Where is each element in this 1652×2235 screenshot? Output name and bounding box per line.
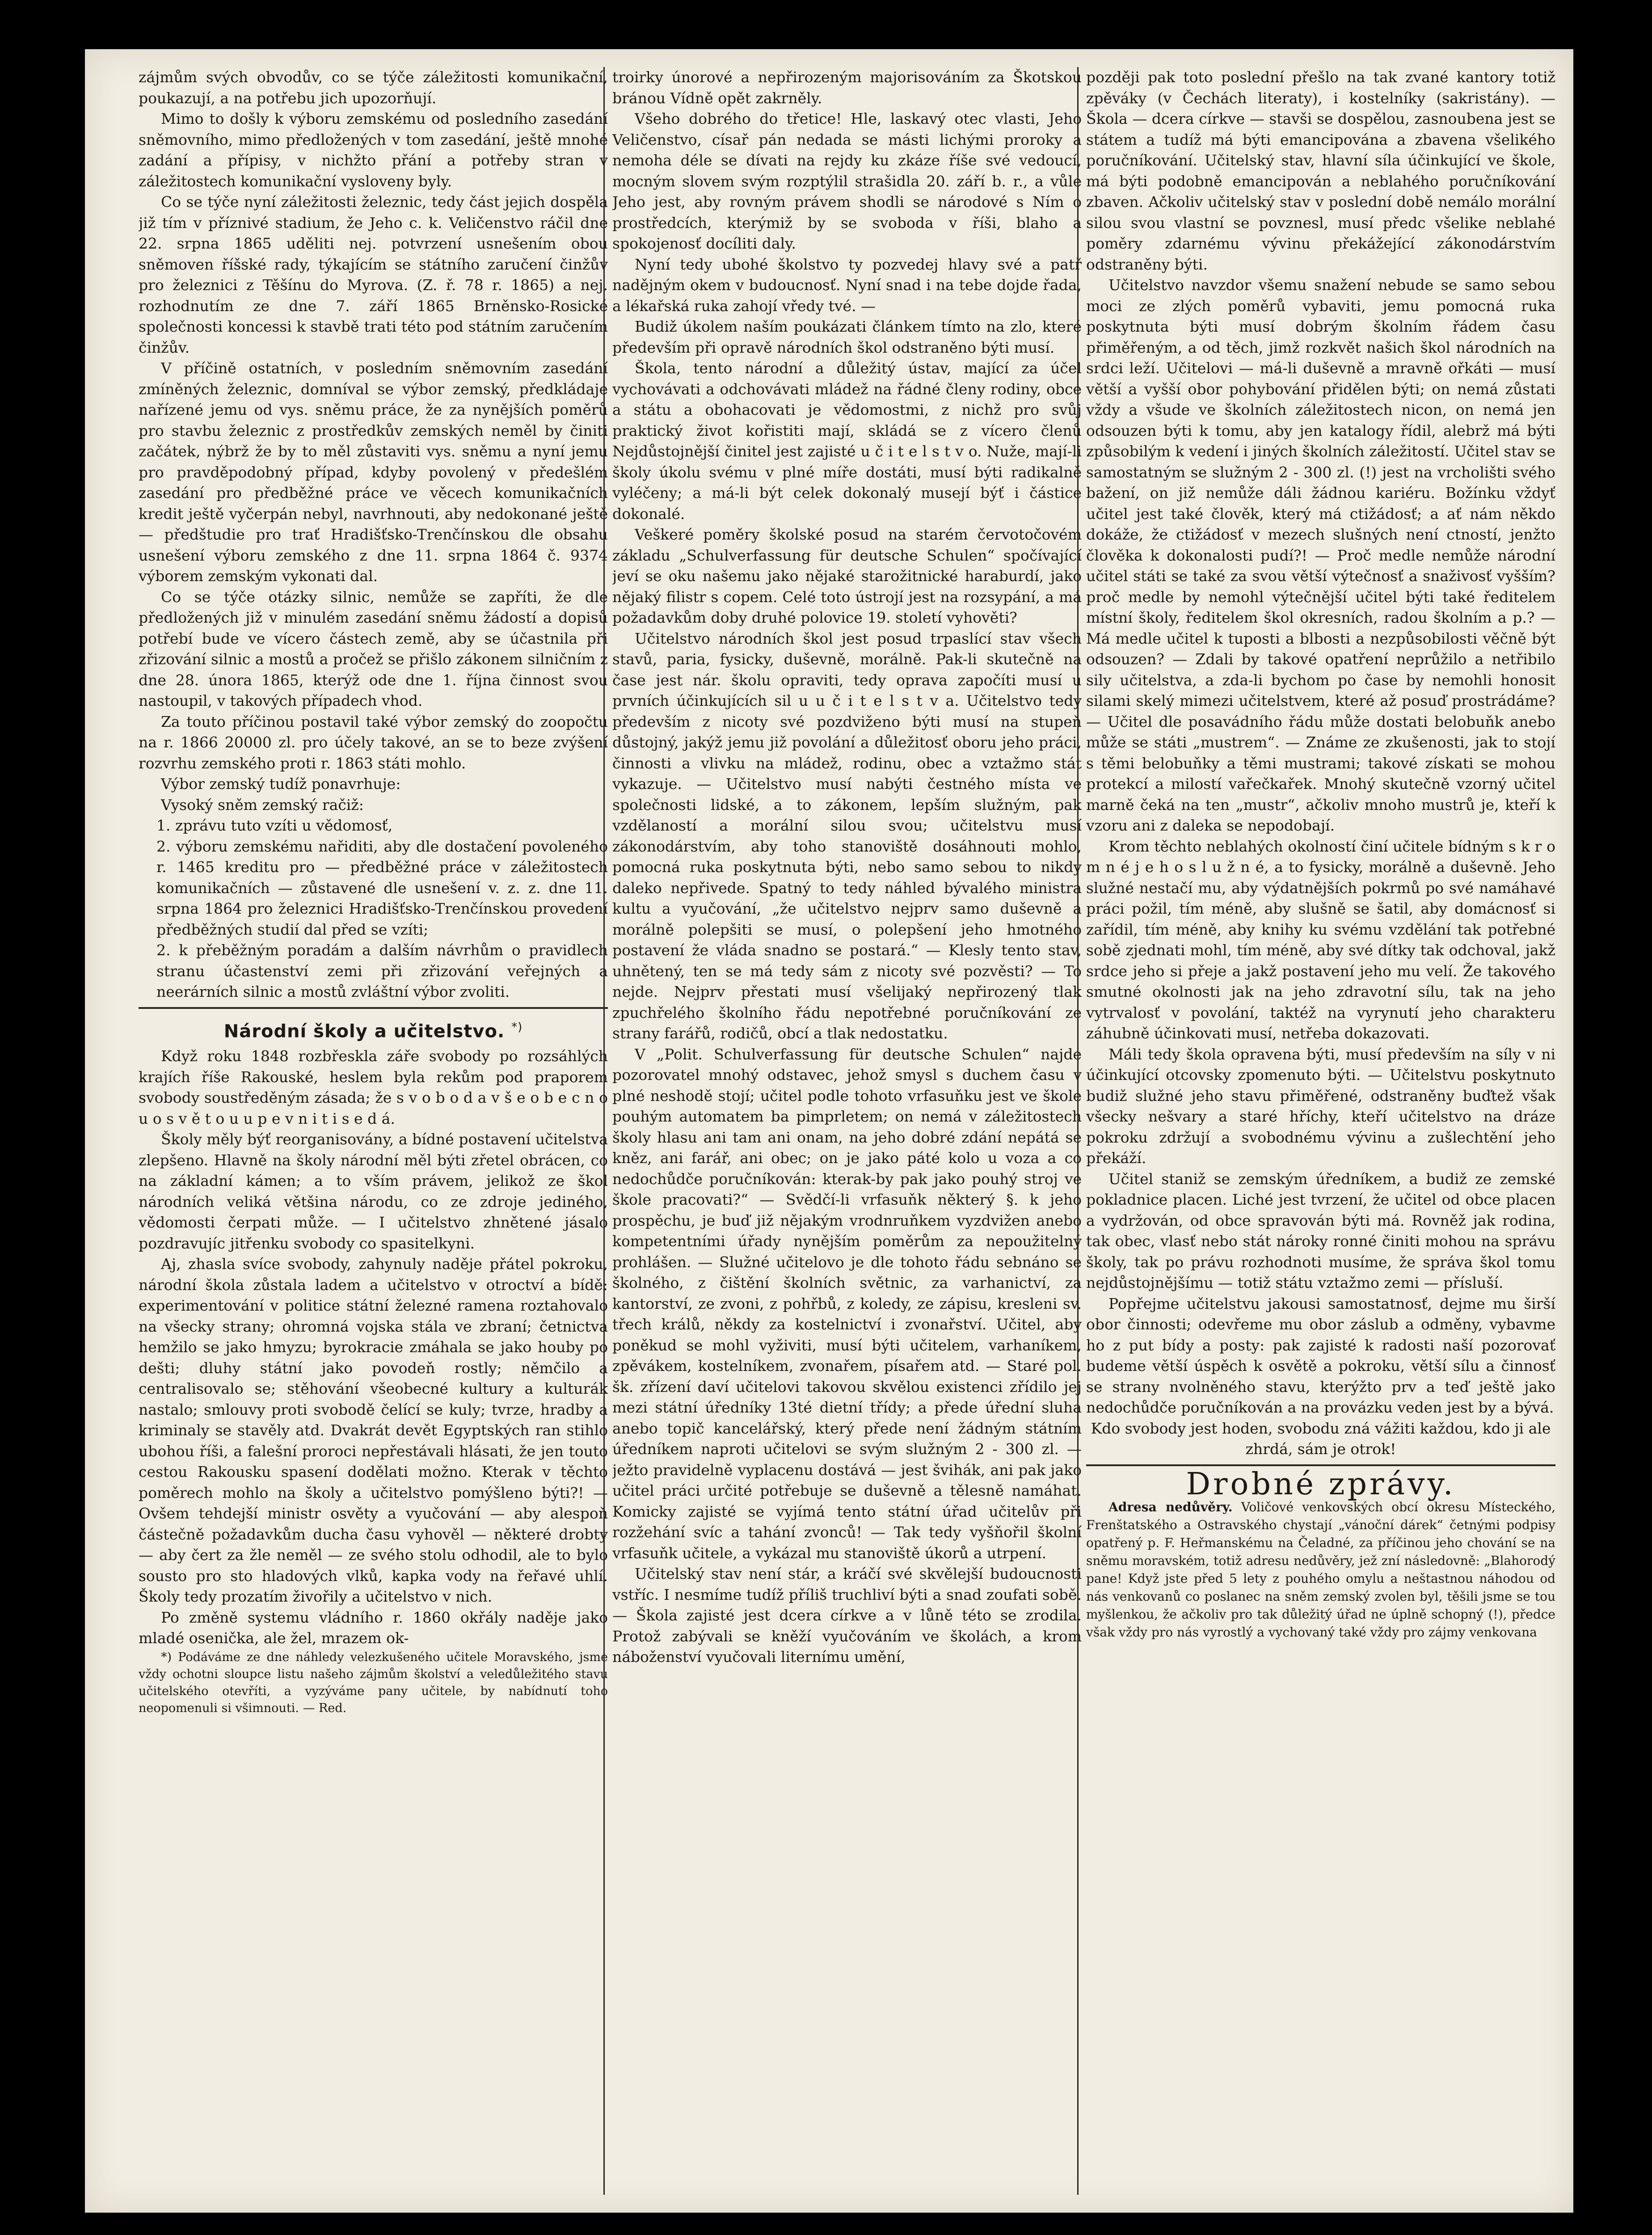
paragraph: Po změně systemu vládního r. 1860 okřály naděje jako mladé osenička, ale žel, mrazem ok-: [139, 1608, 608, 1647]
paragraph: Škola, tento národní a důležitý ústav, mající za účel vychovávati a odchovávati mládež na řádné členy rodiny, obce a státu a obohacovati je vědomostmi, z nichž pro svůj praktický život kořistiti mají, skládá se z vícero členů Nejdůstojnější činitel jest zajisté u č i t e l s t v o. Nuže, mají-li školy úkolu svému v plné míře dostáti, musí býti radikalně vyléčeny; a má-li být celek dokonalý musejí býť i částice dokonalé.: [612, 359, 1082, 523]
news-item: [1086, 1498, 1555, 1641]
paragraph: Výbor zemský tudíž ponavrhuje:: [161, 775, 401, 793]
paragraph: V příčině ostatních, v posledním sněmovním zasedání zmíněných železnic, domníval se výbor zemský, předkládaje nařízené jemu od vys. sněmu práce, že za nynějších poměrů pro stavbu železnic z prostředkův zemských neměl by činiti začátek, nýbrž že by to měl zůstaviti vys. sněmu a nyní jemu pro pravděpodobný případ, kdyby povolený v předešlém zasedání pro předběžné práce ve věcech komunikačních kredit ještě vyčerpán nebyl, navrhnouti, aby nedokonané ještě — předštudie pro trať Hradišťsko-Trenčínskou dle obsahu usnešení výboru zemského z dne 11. srpna 1864 č. 9374 výborem zemským vykonati dal.: [139, 359, 608, 585]
paragraph: Školy měly býť reorganisovány, a bídné postavení učitelstva zlepšeno. Hlavně na školy národní měl býti zřetel obrácen, co na základní kámen; a to vším právem, jelikož ze škol národních veliká většina národu, co ze zdroje jediného, vědomosti čerpati může. — I učitelstvo zhnětené jásalo pozdravujíc jitřenku svobody co spasitelkyni.: [139, 1130, 608, 1252]
paragraph: Učitelstvo navzdor všemu snažení nebude se samo sebou moci ze zlých poměrů vybaviti, jemu pomocná ruka poskytnuta býti musí dobrým školním řádem času přiměřeným, a od těch, jimž rozkvět našich škol národních na srdci leží. Učitelovi — má-li duševně a mravně ořkáti — musí větší a vyšší obor pohybování přidělen býti; on nemá zůstati vždy a všude ve školních záležitostech nicon, on nemá jen odsouzen býti k tomu, aby jen katalogy řídil, alebrž má býti způsobilým k vedení i jiných školních záležitostí. Učitel stav se samostatným se služným 2 - 300 zl. (!) jest na vrcholišti svého bažení, on již nemůže dáli žádnou kariéru. Božínku vždyť učitel jest také člověk, který má ctižádosť; a ať nám někdo dokáže, že ctižádosť v mezech slušných není ctností, jenžto člověka k dokonalosti pudí?! — Proč medle nemůže národní učitel státi se také za svou větší výtečnosť a snaživosť vyšším? proč medle by nemohl výtečnější učitel býti také ředitelem místní školy, ředitelem škol okresních, radou školním a p.? — Má medle učitel k tuposti a blbosti a nezpůsobilosti věčně být odsouzen? — Zdali by takové opatření neprůžilo a netřibilo sily učitelstva, a zda-li bychom po čase by nemohli honosit silami skelý mimezi učitelstvem, které až posuď prostrádáme? — Učitel dle posavádního řádu může dostati belobuňk anebo může se státi „mustrem“. — Známe ze zkušenosti, jak to stojí s těmi belobuňky a těmi mustrami; takové získati se mohou protekcí a milostí vařečkařek. Mnohý skutečně vzorný učitel marně čeká na ten „mustr“, ačkoliv mnoho mustrů je, kteří k vzoru ani z daleka se nepodobají.: [1086, 276, 1555, 834]
paragraph: Učitel staniž se zemským úředníkem, a budiž ze zemské pokladnice placen. Liché jest tvrzení, že učitel od obce placen a vydržován, od obce spravován býti má. Rovněž jak rodina, tak obec, vlasť nebo stát nároky ronné činiti mohou na správu školy, tak po právu rozhodnoti musíme, že správa škol tomu nejdůstojnějšímu — totiž státu vztažmo zemi — přísluší.: [1086, 1170, 1555, 1291]
section-heading: [139, 1017, 608, 1042]
paragraph: troirky únorové a nepřirozeným majorisováním za Škotskou bránou Vídně opět zakrněly.: [612, 68, 1082, 107]
news-section-heading: Drobné zprávy.: [1186, 1466, 1456, 1502]
section-rule: [1086, 1464, 1555, 1466]
paragraph: Vysoký sněm zemský račiž:: [161, 796, 364, 814]
paragraph: později pak toto poslední přešlo na tak zvané kantory totiž zpěváky (v Čechách literaty), i kostelníky (sakristány). — Škola — dcera církve — stavši se dospělou, zasnoubena jest se státem a tudíž má býti emancipována a zbavena všelikého poručníkování. Učitelský stav, hlavní síla účinkující ve škole, má býti podobně emancipován a neblahého poručníkování zbaven. Ačkoliv učitelský stav v poslední době nemálo morální silou svou vlastní se povznesl, musí předc všelike neblahé poměry zdarnému vývinu překážející zákonodárstvím odstraněny býti.: [1086, 68, 1555, 273]
footnote: *) Podáváme ze dne náhledy velezkušeného učitele Moravského, jsme vždy ochotni sloupce listu našeho zájmům školství a veledůležitého stavu učitelského otevříti, a vyzýváme pany učitele, by nabídnutí toho neopomenuli si všimnouti. — Red.: [139, 1650, 608, 1715]
column-left: [139, 67, 608, 2199]
paragraph: Učitelstvo národních škol jest posud trpaslící stav všech stavů, paria, fysicky, duševně, morálně. Pak-li skutečně na čase jest nár. školu opraviti, tedy oprava započíti musí u prvních účinkujících sil u u č i t e l s t v a. Učitelstvo tedy především z nicoty své pozdviženo býti musí na stupeň důstojný, jakýž jemu již povolání a důležitosť oboru jeho práci, činnosti a vlivku na mládež, rodinu, obec a vztažmo stát vykazuje. — Učitelstvo musí nabýti čestného místa ve společnosti lidské, a to zákonem, lepším služným, pak vzdělaností a morální silou svou; učitelstvu musí zákonodárstvím, aby toho stanoviště dosáhnouti mohlo, pomocná ruka poskytnuta býti, nebo samo sebou to nikdy daleko nepřivede. Spatný to tedy náhled bývalého ministra kultu a vyučování, „že učitelstvo nejprv samo duševně a morálně polepšiti se musí, o polepšení jeho hmotného postavení že vláda snadno se postará.“ — Klesly tento stav, uhnětený, ten se má tedy sám z nicoty své pozvěsti? — To nejde. Nejprv přestati musí všelijaký nepřirozený tlak zpuchřelého školního řádu nepotřebné poručníkování ze strany farářů, rodičů, obcí a tlak nedostatku.: [612, 629, 1082, 1042]
paragraph: Budiž úkolem naším poukázati článkem tímto na zlo, které především při opravě národních škol odstraněno býti musí.: [612, 318, 1082, 356]
paragraph: Mimo to došly k výboru zemskému od posledního zasedání sněmovního, mimo předložených v tom zasedání, ještě mnohé zadání a přípisy, v nichžto přání a potřeby stran v záležitostech komunikační vysloveny byly.: [139, 110, 608, 190]
paragraph: Když roku 1848 rozbřeskla záře svobody po rozsáhlých krajích říše Rakouské, heslem byla rekům pod praporem svobody soustředěným zásada; že s v o b o d a v š e o b e c n o u o s v ě t o u u p e v n i t i s e d á.: [139, 1047, 608, 1127]
paragraph: V „Polit. Schulverfassung für deutsche Schulen“ najde pozorovatel mnohý odstavec, jehož smysl s duchem času v plné neshodě stojí; učitel podle tohoto vrfasuňku jest ve škole pouhým automatem ba pimprletem; on nemá v záležitostech školy hlasu ani tam ani onam, na jeho dobré zdání nepátá se kněz, ani farář, ani obec; on je jako páté kolo u voza a co nedochůdče poručníkován: kterak-by pak jako pouhý stroj ve škole pracovati?“ — Svědčí-li vrfasuňk některý §. k jeho prospěchu, je buď již nějakým vrodnruňkem vyzdvižen anebo kompetentními úřady nynějším poměrům za nepoužitelný prohlášen. — Služné učitelovo je dle tohoto řádu sebnáno se školného, z čištění školních světnic, za varhanictví, za kantorství, ze zvoni, z pohřbů, z koledy, ze zápisu, kresleni sv. třech králů, někdy za kostelnictví i zvonařství. Učitel, aby poněkud se mohl vyživiti, musí býti učitelem, varhaníkem, zpěvákem, kostelníkem, zvonařem, písařem atd. — Staré pol. šk. zřízení daví učitelovi takovou skvělou existenci zřídilo jej mezi státní úředníky 13té dietní třídy; a přede úřední sluha anebo topič kancelářský, který přede není žádným státním úředníkem naproti učitelovi se svým služným 2 - 300 zl. — ježto pravidelně vyplacenu dostává — jest švihák, ani pak jako učitel práci určité potřebuje se duševně a tělesně namáhat. Komicky zajisté se vyjímá tento státní úřad učitelův při rozžehání svíc a tahání zvonců! — Tak tedy vyšňořil školní vrfasuňk učitele, a vykázal mu stanoviště úkorů a utrpení.: [612, 1045, 1082, 1562]
paragraph: Aj, zhasla svíce svobody, zahynuly naděje přátel pokroku, národní škola zůstala ladem a učitelstvo v otroctví a bídě: experimentování v politice státní železné ramena roztahovalo na všecky strany; ohromná vojska stála ve zbraní; četnictva hemžilo se jako hmyzu; byrokracie zmáhala se jako houby po dešti; dluhy státní jako povodeň rostly; němčilo a centralisovalo se; stěhování všeobecné kultury a kulturák nastalo; smlouvy proti svobodě čelící se kuly; tvrze, hradby a kriminaly se stavěly atd. Dvakrát devět Egyptských ran stihlo ubohou říši, a falešní proroci nepřestávali hlásati, že jen touto cestou Rakousku spasení dodělati možno. Kterak v těchto poměrech mohlo na školy a učitelstvo pomýšleno býti?! — Ovšem tehdejší ministr osvěty a vyučování — aby alespoň částečně požadavkům ducha času vyhověl — některé drobty — aby čert za žle neměl — ze svého stolu odhodil, ale to bylo sousto pro sto hladových vlků, kapka vody na řeřavé uhlí. Školy tedy prozatím živořily a učitelstvo v nich.: [139, 1255, 608, 1606]
paragraph: Krom těchto neblahých okolností činí učitele bídným s k r o m n é j e h o s l u ž n é, a to fysicky, morálně a duševně. Jeho služné nestačí mu, aby výdatnějších pokrmů po své namáhavé práci požil, tím méně, aby slušně se šatil, aby domácnosť si zařídil, tím méně, aby knihy ku svému vzdělání tak potřebné sobě zjednati mohl, tím méně, aby své dítky tak odchoval, jakž srdce jeho si přeje a jakž postavení jeho mu velí. Že takového smutné okolnosti jak na jeho zdravotní sílu, tak na jeho vytrvalosť v povolání, taktéž na vyrynutí jeho charakteru záhubně účinkovati musí, netřeba dokazovati.: [1086, 837, 1555, 1042]
column-right: [1086, 67, 1555, 2199]
paragraph: Za touto příčinou postavil také výbor zemský do zoopočtu na r. 1866 20000 zl. pro účely takové, an se to beze zvýšení rozvrhu zemského proti r. 1863 státi mohlo.: [139, 713, 608, 772]
list-item: 2. k přeběžným poradám a dalším návrhům o pravidlech stranu účastenství zemi při zřizování veřejných a neerárních silnic a mostů zvláštní výbor zvoliti.: [156, 941, 608, 1000]
paragraph: Co se týče otázky silnic, nemůže se zapříti, že dle předložených již v minulém zasedání sněmu žádostí a dopisů potřebí bude ve vícero částech země, aby se účastnila při zřizování silnic a mostů a pročež se přišlo zákonem silničním z dne 28. února 1865, kterýž ode dne 1. října činnost svou nastoupil, v takových případech vhod.: [139, 588, 608, 709]
footnote-mark: *): [511, 1020, 523, 1034]
news-item-title: Adresa nedůvěry.: [1108, 1500, 1233, 1514]
newspaper-page: [85, 49, 1573, 2213]
section-heading-text: Národní školy a učitelstvo.: [223, 1021, 505, 1042]
section-rule: [139, 1007, 608, 1009]
news-item-text: Voličové venkovských obcí okresu Místeckého, Frenštatského a Ostravského chystají „vánoční dárek“ četnými podpisy opatřený p. F. Heřmanskému na Čeladné, za příčinou jeho chování se na sněmu moravském, totiž adresu nedůvěry, jež zní následovně: „Blahorodý pane! Když jste před 5 lety z pouhého omylu a neštastnou náhodou od nás venkovanů co poslanec na sněm zemský zvolen byl, těšili jsme se tou myšlenkou, že ačkoliv pro tak důležitý úřad ne úplně schopný (!), předce však vždy pro nás vyrostlý a vychovaný také vždy pro zájmy venkovana: [1086, 1500, 1555, 1640]
paragraph: Máli tedy škola opravena býti, musí především na síly v ni účinkující otcovsky zpomenuto býti. — Učitelstvu poskytnuto budiž služné jeho stavu přiměřené, odstraněny buďtež však všecky nešvary a staré hříchy, kteří učitelstvo na dráze pokroku zdržují a svobodnému vývinu a zušlechtění jeho překáží.: [1086, 1045, 1555, 1167]
paragraph: Co se týče nyní záležitosti železnic, tedy část jejich dospěla již tím v příznivé stadium, že Jeho c. k. Veličenstvo ráčil dne 22. srpna 1865 uděliti nej. potvrzení usnešením obou sněmoven říšské rady, týkajícím se státního zaručení činžův pro železnici z Těšínu do Myrova. (Z. ř. 78 r. 1865) a nej. rozhodnutím ze dne 7. září 1865 Brněnsko-Rosické společnosti koncessi k stavbě trati této pod státním zaručením činžův.: [139, 193, 608, 356]
paragraph: zájmům svých obvodův, co se týče záležitosti komunikační, poukazují, a na potřebu jich upozorňují.: [139, 68, 608, 107]
column-middle: [612, 67, 1082, 2199]
list-item: 2. výboru zemskému nařiditi, aby dle dostačení povoleného r. 1465 kreditu pro — předběžné práce v záležitostech komunikačních — zůstavené dle usnešení v. z. z. dne 11. srpna 1864 pro železnici Hradišťsko-Trenčínskou provedení předběžných studií dal před se vzíti;: [156, 837, 608, 938]
paragraph: Učitelský stav není stár, a kráčí své skvělejší budoucnosti vstříc. I nesmíme tudíž příliš truchliví býti a snad zoufati sobě. — Škola zajisté jest dcera církve a v lůně této se zrodila. Protož zabývali se kněží vyučováním ve školách, a krom náboženství vyučovali liternímu umění,: [612, 1565, 1082, 1666]
closing-motto: Kdo svobody jest hoden, svobodu zná vážiti každou, kdo ji ale zhrdá, sám je otrok!: [1091, 1419, 1551, 1458]
paragraph: Popřejme učitelstvu jakousi samostatnosť, dejme mu širší obor činnosti; odevřeme mu obor záslub a odměny, vybavme ho z put bídy a posty: pak zajisté k radosti naší pozorovať budeme větší úspěch k osvětě a pokroku, větší sílu a činnosť se strany nvolněného stavu, kterýžto prv a teď ještě jako nedochůdče poručníkován a na provázku veden jest by a bývá.: [1086, 1295, 1555, 1416]
paragraph: Nyní tedy ubohé školstvo ty pozvedej hlavy své a patř nadějným okem v budoucnosť. Nyní snad i na tebe dojde řada, a lékařská ruka zahojí vředy tvé. —: [612, 255, 1082, 315]
paragraph: Všeho dobrého do třetice! Hle, laskavý otec vlasti, Jeho Veličenstvo, císař pán nedada se másti lichými proroky a nemoha déle se dívati na rejdy ku zkáze říše své vedoucí, mocným slovem svým rozptýlil strašidla 20. září b. r., a vůle Jeho jest, aby rovným právem shodli se národové s Ním o prostředcích, kterýmiž by se svoboda v říši, blaho a spokojenosť docíliti daly.: [612, 110, 1082, 252]
list-item: 1. zprávu tuto vzíti u vědomosť,: [156, 817, 393, 834]
paragraph: Veškeré poměry školské posud na starém červotočovém základu „Schulverfassung für deutsche Schulen“ spočívající jeví se oku našemu jako nějaké starožitnické haraburdí, jako nějaký filistr s copem. Celé toto ústrojí jest na rozsypání, a má požadavkům doby druhé polovice 19. století vyhověti?: [612, 526, 1082, 626]
